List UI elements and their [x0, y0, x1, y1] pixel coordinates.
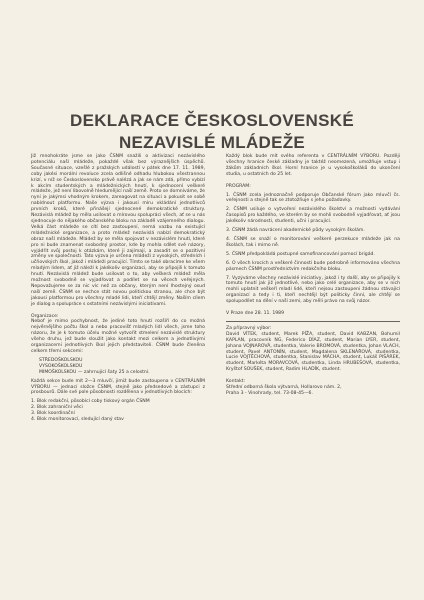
contact-line: Praha 3 - Vinohrady, tel. 73-08-45—6. [226, 391, 313, 396]
block-item: 2. Blok zahraniční věci [31, 405, 83, 411]
block-item: 4. Blok monitorovací, sledující daný stav [31, 417, 124, 423]
section-item: MIMOŠKOLSKOU — zahrnující šaty 25 a celostní. [39, 369, 150, 375]
right-column [226, 154, 400, 397]
contact-line: Střední odborná škola výtvarná, Hollarovo nám. 2, [226, 385, 342, 391]
section-item: STŘEDOŠKOLSKOU [39, 357, 83, 363]
organization-heading: Organizace: [31, 313, 59, 319]
section-item: VYSOKOŠKOLSKOU [39, 363, 83, 369]
program-item: 5. ČSNM předpokládá postupné samofinancování pomocí brigád. [226, 251, 375, 257]
program-item: 1. ČSNM zcela jednoznačně podporuje Občanské fórum jako mluvčí čs. veřejnosti a stejně tak se ztotožňuje s jeho požadavky. [226, 192, 400, 204]
title-line-1: DEKLARACE ČESKOSLOVENSKÉ [70, 111, 354, 130]
blocks-intro: Každá sekce bude mít 2—3 mluvčí, jimiž bude zastoupena v CENTRÁLNÍM VÝBORU — jednací složce ČSNM, stejně jako předsedové a zástupci z prosbourů. Dále své pole působnosti rozdělena v jednotlivých blocích: [31, 378, 205, 396]
prep-heading: Za přípravný výbor: [226, 325, 272, 331]
program-item: 3. ČSNM žádá navrácení akademické půdy vysokým školám. [226, 228, 365, 234]
prep-members: David VÍTEK, student, Marek PÍŽA, student, David KABZAN, Bohumil KAPLAN, pracovník NG, Federico DÍAZ, student, Marian LYER, student, Johana VOJNAROVÁ, studentka, Valerie BROMOVÁ, studentka, Johan VLACH, student, Pavel ANTONÍN, student, Magdalena SKLENÁŘOVÁ, studentka, Lucie VOJTĚCHOVÁ, studentka, Stanislav MÁCHA, student, Lukáš PIŠÁREK, student, Markéta MORAVCOVÁ, studentka, Linda HRUBEŠOVÁ, studentka, Kryštof SOUŠEK, student, Radim HLADÍK, student. [226, 331, 400, 373]
block-item: 1. Blok redakční, působící coby tiskový orgán ČSNM [31, 399, 150, 405]
date-line: V Praze dne 28. 11. 1989 [226, 311, 285, 317]
document-title [0, 110, 424, 154]
program-heading: PROGRAM: [226, 183, 251, 189]
divider [226, 321, 400, 322]
intro-paragraph: Již mnohokráte jsme se jako ČSNM snažili o aktivizaci nezávislého potenciálu naší mládeže, pokaždé však bez výraznějších úspěchů. Současné situace, vzešlé z pražských událostí v pátek dne 17. 11. 1989, coby jakési morální revoluce zcela odlišné odhadu hlubokou všestrannou krizí, v níž se Československo právě nalézá a jak se nám zdá, přímo vybízí k akcím studentských a mládežnických hnutí, k sjednocení veškeré mládeže, jež není libovolně hledumějící naší země. Proto se domníváme, že nyní je jakýmsi vhodným krokem, zareagovat na situaci a pokusit se sobě nabídnout platformu. Naše výzva i jakousi míru vkládání jednotlivců prvních kroků, které přinášejí sjednocené demokratické struktury. Nezávislá mládež by měla usilovat o mírovou spolupráci všech, ať se u nás sjednocuje do nějakého občanského bloku na základě vzájemného dialogu. Velká část mládeže se cítí bez zastoupení, nemá vazbu na existující mládežnické organizace, a proto mládež nezávislá nabízí demokratický obraz naší mládeže. Mládež by se měla spojovat v nezávislém hnutí, které pro ni bude znamenat svobodný prostor, kde by mohla sdílet své názory, vyjádřit svůj postoj k otázkám, které ji zajímají, a zasadit se o pozitivní změny ve společnosti. Tato výzva je určena mládeži z vysokých, středních i učňovských škol, jakož i mládeži pracující. Tímto se také obracíme ke všem mladým lidem, ať již náleží k jakékoliv organizaci, aby se připojili k tomuto hnutí. Nezávislá mládež bude usilovat o to, aby veškerá mládež měla možnost svobodně se vyjadřovat a podílet se na věcech veřejných. Nepovažujeme se za nic víc než za občany, kterým není lhostejný osud naší země. ČSNM se nechce stát novou politickou stranou, ale chce být jakousi platformou pro všechny mladé lidi, kteří chtějí změny. Naším cílem je dialog a spolupráce s ostatními nezávislými iniciativami. [31, 154, 205, 307]
contact-heading: Kontakt: [226, 379, 246, 385]
program-item: 2. ČSNM usiluje o vytvoření nezávislého školství a možnosti vydávání časopisů pro každého, ve kterém by se mohli svobodně vyjadřovat, ať jsou jakékoliv národnosti, studenti, učni i pracující. [226, 207, 400, 225]
program-item: 4. ČSNM se snaží o monitorování veškeré perzekuce mládeže jak na školách, tak i mimo ně. [226, 236, 400, 248]
right-intro: Každý blok bude mít svého referenta v CENTRÁLNÍM VÝBORU. Později všechny hranice české základny je taktéž neomezená, umožňuje vstup i žákům základních škol. Horní hranice je u vysokoškoláků do ukončení studia, u ostatních do 25 let. [226, 154, 400, 177]
block-item: 3. Blok koordinační [31, 411, 75, 417]
title-line-2: NEZAVISLÉ MLÁDEŽE [118, 133, 306, 152]
organization-text: Nebof je mimo pochybnost, že jediné toto hnutí rozšíří do co možná nejvěrnějšího počtu škol a nebo pracovišť mladých lidí všech, jsme toho názoru, že je k tomuto účelu možné vytvořit stmelení nezávislé struktury všeho druhu, jež bude sloužit jako kontakt mezi celkem a jednotlivými organizacemi jednotlivých škol jejich představiteli. ČSNM bude členěna celkem třemi sekcemi: [31, 319, 205, 354]
program-item: 6. O všech krocích a veškeré činnosti bude podrobně informováno všechna pásmech ČSNM prostřednictvím redakčního bloku. [226, 260, 400, 272]
program-item: 7. Vyzýváme všechny nezávislé iniciativy, jakož i ty další, aby se připojily k tomuto hnutí jak již jednotlivé, nebo jako celé organizace, aby se v nich mohli uplatnit veškeří mladí lidé, kteří nejsou zastoupeni žádnou stávající organizací a tedy i ti, kteří nechtějí být politicky činní, ale chtějí se spolupodílet na dění v naší zemi, aby měli právo na svůj názor. [226, 275, 400, 305]
left-column [31, 154, 205, 423]
